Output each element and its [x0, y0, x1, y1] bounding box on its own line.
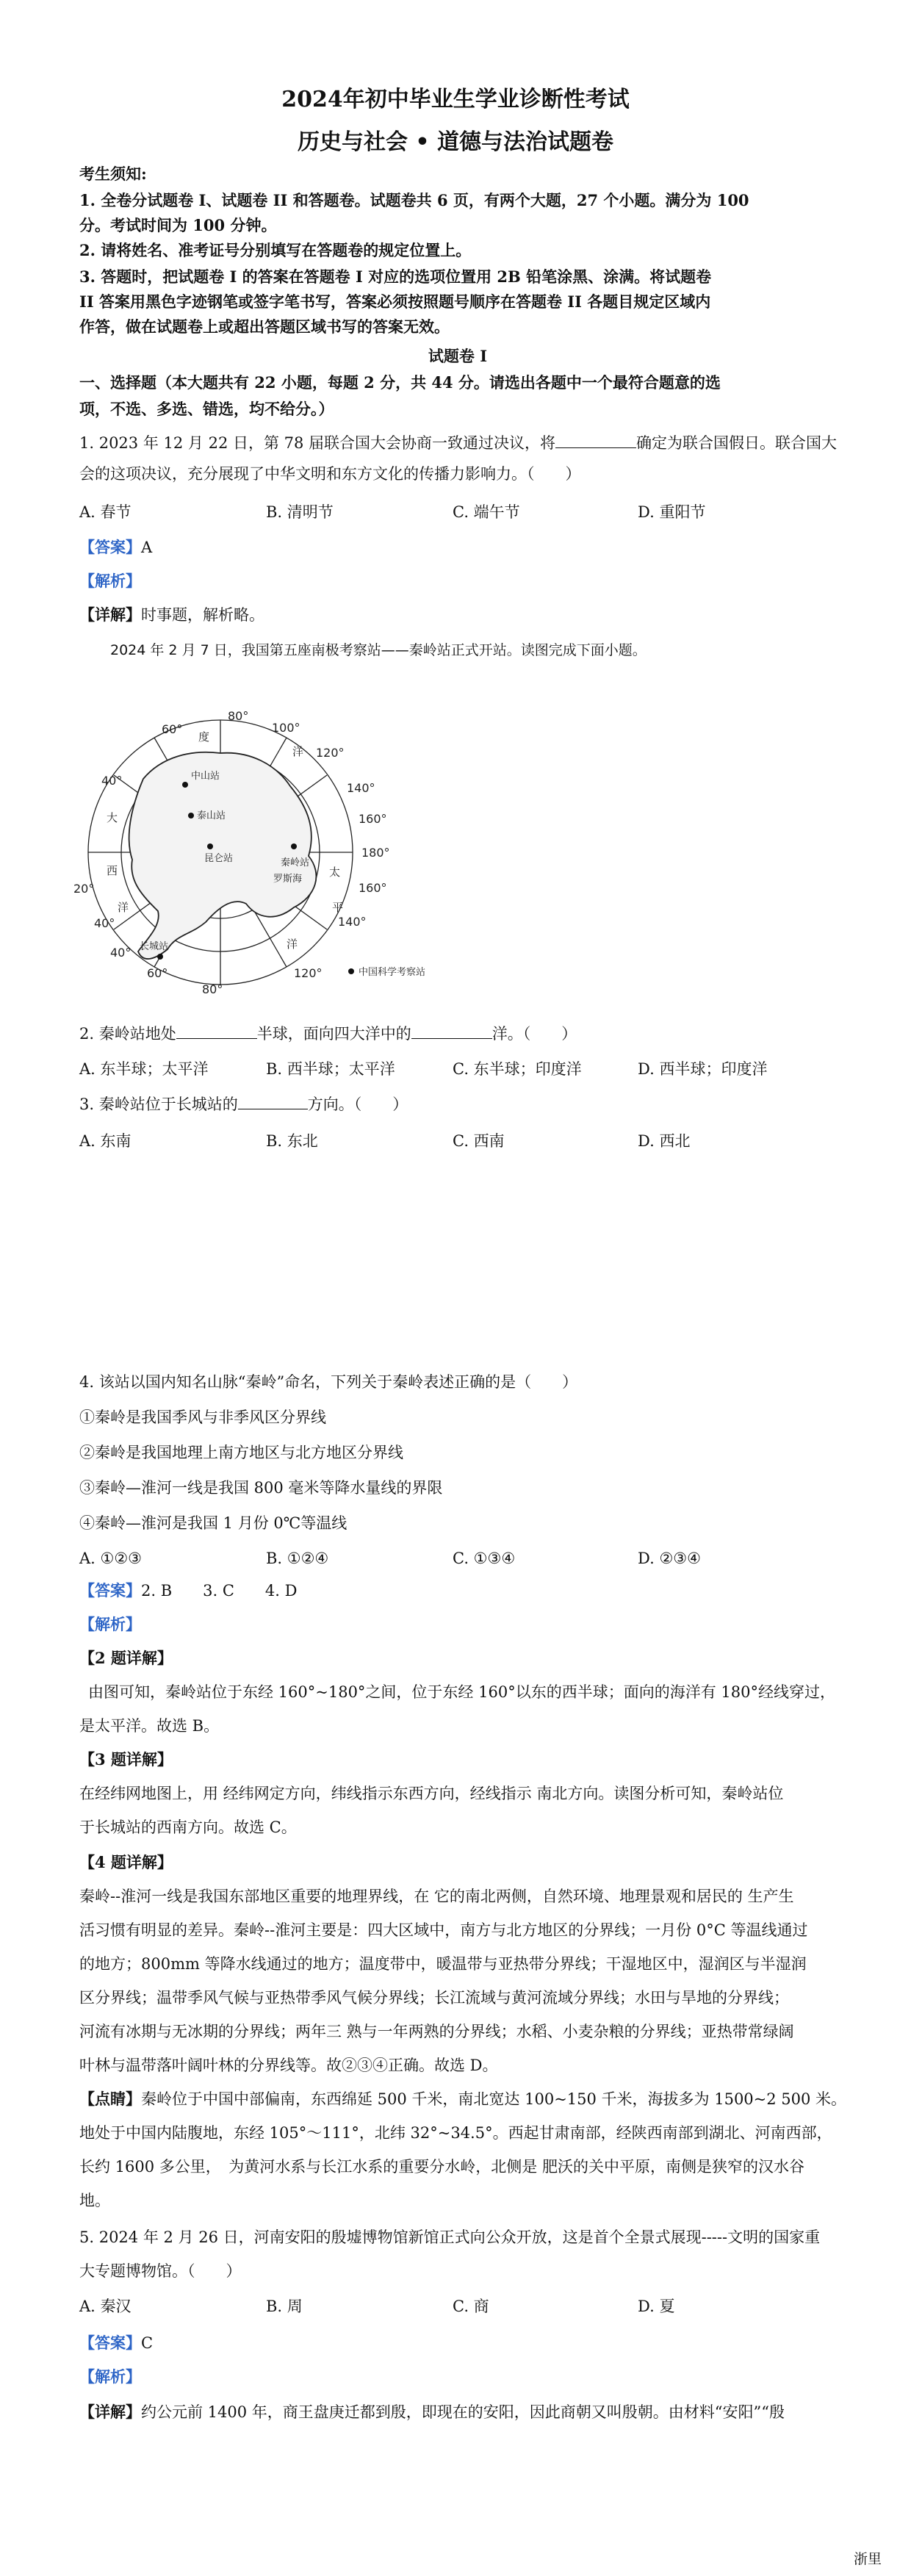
q5-detail: [79, 2401, 836, 2423]
station-dot: [157, 954, 163, 960]
q5-answer: [79, 2332, 836, 2354]
detail4-text: 活习惯有明显的差异。秦岭--淮河主要是：四大区域中，南方与北方地区的分界线；一月份 0°C 等温线通过: [79, 1921, 808, 1939]
q2-option-b: B. 西半球；太平洋: [266, 1060, 395, 1078]
detail4-label: 【4 题详解】: [79, 1853, 173, 1871]
page-footer: 浙里: [853, 2551, 882, 2567]
q5-analysis-label: 【解析】: [79, 2367, 141, 2386]
q4-statement: ①秦岭是我国季风与非季风区分界线: [79, 1408, 326, 1426]
q3-option-b: B. 东北: [266, 1132, 318, 1150]
station-dot: [207, 843, 213, 849]
q3-option-a: A. 东南: [79, 1132, 132, 1150]
detail2-text: 是太平洋。故选 B。: [79, 1717, 220, 1735]
q3-option-d: D. 西北: [638, 1132, 691, 1150]
label-ocean: 大: [107, 811, 118, 824]
detail4-text: 叶林与温带落叶阔叶林的分界线等。故②③④正确。故选 D。: [79, 2057, 498, 2074]
answer-label: 【答案】: [79, 538, 141, 556]
q5-option-c: C. 商: [453, 2298, 489, 2315]
station-label: 中山站: [191, 771, 220, 782]
answer-value: A: [141, 539, 153, 556]
legend-dot: [348, 968, 354, 974]
q1-stem: 会的这项决议，充分展现了中华文明和东方文化的传播力影响力。（ ）: [79, 465, 581, 483]
section-intro: 一、选择题（本大题共有 22 小题，每题 2 分，共 44 分。请选出各题中一个最符合题意的选: [79, 373, 721, 392]
q3-stem: [79, 1093, 836, 1115]
label-ocean: 平: [332, 901, 344, 914]
q2-option-a: A. 东半球；太平洋: [79, 1060, 209, 1078]
label-140: 140°: [347, 781, 375, 795]
q1-option-c: C. 端午节: [453, 503, 520, 521]
q2-option-d: D. 西半球；印度洋: [638, 1060, 768, 1078]
q2-stem: [79, 1023, 836, 1045]
answer-label: 【答案】: [79, 1581, 141, 1600]
label-40b: 40°: [94, 916, 115, 930]
label-60: 60°: [162, 722, 183, 736]
q1-stem: [79, 432, 836, 454]
answer-label: 【答案】: [79, 2334, 141, 2352]
label-40c: 40°: [110, 946, 132, 960]
detail3-text: 于长城站的西南方向。故选 C。: [79, 1818, 297, 1836]
detail4-text: 河流有冰期与无冰期的分界线；两年三 熟与一年两熟的分界线；水稻、小麦杂粮的分界线；亚热带常绿阔: [79, 2023, 794, 2040]
map-caption: 2024 年 2 月 7 日，我国第五座南极考察站——秦岭站正式开站。读图完成下面小题。: [110, 642, 647, 658]
antarctica-map: [73, 661, 441, 999]
q1-option-d: D. 重阳节: [638, 503, 706, 521]
detail2-text: 由图可知，秦岭站位于东经 160°~180°之间，位于东经 160°以东的西半球；面向的海洋有 180°经线穿过，: [88, 1683, 835, 1701]
tip-text: 地处于中国内陆腹地，东经 105°～111°，北纬 32°~34.5°。西起甘肃南部，经陕西南部到湖北、河南西部，: [79, 2124, 832, 2142]
q5-option-d: D. 夏: [638, 2298, 675, 2315]
notice-heading: 考生须知:: [79, 165, 147, 183]
station-label: 昆仑站: [204, 853, 234, 864]
label-140b: 140°: [338, 915, 367, 929]
q3-stem-part: 3. 秦岭站位于长城站的: [79, 1095, 238, 1113]
answer-value: 2. B 3. C 4. D: [141, 1582, 298, 1600]
q3-stem-part: 方向。（ ）: [307, 1095, 408, 1113]
label-160: 160°: [359, 812, 387, 826]
sea-label: 罗斯海: [273, 874, 303, 885]
q4-option-c: C. ①③④: [453, 1550, 516, 1567]
section-intro: 项，不选、多选、错选，均不给分。）: [79, 400, 334, 418]
q4-option-d: D. ②③④: [638, 1550, 701, 1567]
q4-statement: ②秦岭是我国地理上南方地区与北方地区分界线: [79, 1444, 403, 1461]
tip-text: 地。: [79, 2192, 110, 2209]
q4-stem: 4. 该站以国内知名山脉“秦岭”命名，下列关于秦岭表述正确的是（ ）: [79, 1373, 578, 1391]
label-ocean: 洋: [118, 901, 129, 914]
detail-label: 【详解】: [79, 2403, 141, 2421]
answer-blank: [555, 434, 636, 448]
tip-line: [79, 2088, 847, 2110]
tip-text: 长约 1600 多公里， 为黄河水系与长江水系的重要分水岭，北侧是 肥沃的关中平原，南侧是狭窄的汉水谷: [79, 2158, 804, 2176]
label-80b: 80°: [202, 982, 223, 996]
station-label: 长城站: [140, 941, 169, 952]
detail3-label: 【3 题详解】: [79, 1750, 173, 1769]
station-label: 泰山站: [197, 810, 226, 821]
exam-subtitle: 历史与社会 • 道德与法治试题卷: [297, 129, 614, 155]
q4-answer: [79, 1580, 836, 1602]
detail4-text: 的地方；800mm 等降水线通过的地方；温度带中，暖温带与亚热带分界线；干湿地区中，湿润区与半湿润: [79, 1955, 807, 1973]
answer-value: C: [141, 2334, 154, 2352]
q4-statement: ③秦岭—淮河一线是我国 800 毫米等降水量线的界限: [79, 1479, 443, 1497]
q1-option-a: A. 春节: [79, 503, 132, 521]
tip-text: 秦岭位于中国中部偏南，东西绵延 500 千米，南北宽达 100~150 千米，海拔多为 1500~2 500 米。: [141, 2090, 847, 2108]
label-60b: 60°: [147, 966, 168, 980]
detail-label: 【详解】: [79, 605, 141, 624]
label-ocean: 洋: [292, 745, 304, 758]
label-40: 40°: [101, 774, 123, 788]
detail2-label: 【2 题详解】: [79, 1649, 173, 1667]
q1-analysis-label: 【解析】: [79, 572, 141, 590]
q1-detail: [79, 604, 836, 626]
q1-option-b: B. 清明节: [266, 503, 334, 521]
q5-stem: 5. 2024 年 2 月 26 日，河南安阳的殷墟博物馆新馆正式向公众开放，这是首个全景式展现-----文明的国家重: [79, 2228, 821, 2246]
q3-option-c: C. 西南: [453, 1132, 505, 1150]
detail-text: 约公元前 1400 年，商王盘庚迁都到殷，即现在的安阳，因此商朝又叫殷朝。由材料“安阳”“殷: [141, 2403, 785, 2421]
label-80: 80°: [228, 709, 249, 723]
detail3-text: 在经纬网地图上，用 经纬网定方向，纬线指示东西方向，经线指示 南北方向。读图分析可知，秦岭站位: [79, 1785, 784, 1802]
notice-line: 2. 请将姓名、准考证号分别填写在答题卷的规定位置上。: [79, 241, 472, 259]
detail-text: 时事题，解析略。: [141, 606, 264, 624]
answer-blank: [411, 1025, 492, 1039]
label-100: 100°: [272, 721, 300, 735]
q4-option-a: A. ①②③: [79, 1550, 142, 1567]
station-dot: [188, 813, 194, 819]
label-ocean: 度: [198, 730, 210, 744]
detail4-text: 区分界线；温带季风气候与亚热带季风气候分界线；长江流域与黄河流域分界线；水田与旱地的分界线；: [79, 1989, 789, 2007]
station-dot: [291, 843, 297, 849]
map-legend: 中国科学考察站: [359, 967, 426, 978]
detail4-text: 秦岭--淮河一线是我国东部地区重要的地理界线，在 它的南北两侧，自然环境、地理景观和居民的 生产生: [79, 1888, 794, 1905]
label-180: 180°: [361, 846, 390, 860]
label-ocean: 西: [107, 864, 118, 877]
tip-label: 【点睛】: [79, 2090, 141, 2108]
notice-line: 3. 答题时，把试题卷 I 的答案在答题卷 I 对应的选项位置用 2B 铅笔涂黑、涂满。将试题卷: [79, 267, 712, 286]
station-label: 秦岭站: [281, 857, 310, 868]
q1-answer: [79, 536, 836, 558]
q5-option-a: A. 秦汉: [79, 2298, 132, 2315]
notice-line: II 答案用黑色字迹钢笔或签字笔书写，答案必须按照题号顺序在答题卷 II 各题目规定区域内: [79, 292, 711, 311]
label-160b: 160°: [359, 881, 387, 895]
answer-blank: [176, 1025, 257, 1039]
q1-stem-part: 确定为联合国假日。联合国大: [636, 434, 838, 452]
q2-stem-part: 2. 秦岭站地处: [79, 1025, 176, 1043]
q2-stem-part: 洋。（ ）: [491, 1025, 577, 1043]
q1-stem-part: 1. 2023 年 12 月 22 日，第 78 届联合国大会协商一致通过决议，将: [79, 434, 556, 452]
notice-line: 分。考试时间为 100 分钟。: [79, 216, 277, 234]
exam-title: 2024年初中毕业生学业诊断性考试: [281, 87, 630, 112]
answer-blank: [238, 1095, 308, 1109]
label-120b: 120°: [294, 966, 323, 980]
q5-option-b: B. 周: [266, 2298, 303, 2315]
label-ocean: 太: [329, 866, 341, 879]
q2-stem-part: 半球，面向四大洋中的: [256, 1025, 411, 1043]
label-120: 120°: [316, 746, 345, 760]
notice-line: 1. 全卷分试题卷 I、试题卷 II 和答题卷。试题卷共 6 页，有两个大题，27 个小题。满分为 100: [79, 191, 749, 209]
label-20: 20°: [73, 882, 95, 896]
label-ocean: 洋: [287, 938, 298, 951]
q4-option-b: B. ①②④: [266, 1550, 329, 1567]
q2-option-c: C. 东半球；印度洋: [453, 1060, 582, 1078]
q5-stem: 大专题博物馆。（ ）: [79, 2262, 242, 2280]
section-title: 试题卷 I: [428, 347, 488, 365]
station-dot: [182, 782, 188, 788]
q4-analysis-label: 【解析】: [79, 1615, 141, 1633]
notice-line: 作答，做在试题卷上或超出答题区域书写的答案无效。: [79, 317, 450, 336]
q4-statement: ④秦岭—淮河是我国 1 月份 0℃等温线: [79, 1514, 348, 1532]
